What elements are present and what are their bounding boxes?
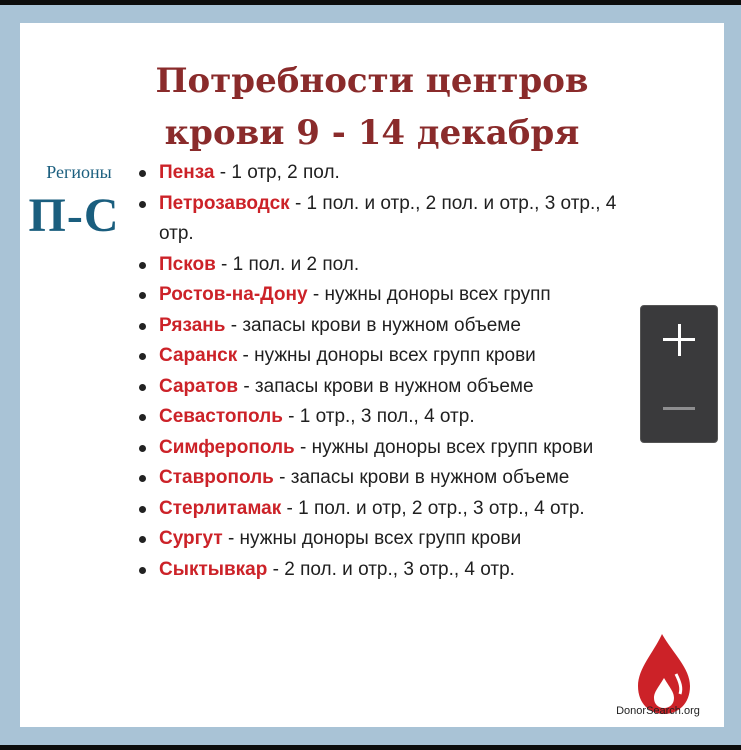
list-item (135, 524, 655, 555)
city-name: Сургут (159, 528, 223, 549)
city-name: Сыктывкар (159, 558, 268, 580)
title-line-2: крови 9 - 14 декабря (164, 113, 580, 153)
list-item (135, 463, 655, 494)
city-needs: - 1 отр, 2 пол. (214, 162, 340, 183)
city-needs: - 1 отр., 3 пол., 4 отр. (282, 406, 475, 427)
city-needs: - запасы крови в нужном объеме (225, 314, 521, 336)
city-needs: - нужны доноры всех групп (307, 284, 551, 305)
city-needs: - нужны доноры всех групп крови (237, 345, 536, 366)
city-name: Ставрополь (159, 467, 274, 488)
list-item (135, 555, 655, 586)
top-border (0, 0, 741, 5)
list-item (135, 372, 655, 403)
zoom-in-button[interactable] (641, 306, 717, 374)
list-item (135, 341, 655, 372)
city-name: Стерлитамак (159, 497, 282, 519)
zoom-control (640, 305, 718, 443)
city-name: Ростов-на-Дону (159, 284, 308, 305)
list-item (135, 402, 655, 433)
city-needs: - нужны доноры всех групп крови (222, 528, 522, 549)
city-name: Севастополь (159, 406, 283, 427)
regions-letter-range: П-С (28, 189, 120, 242)
city-name: Петрозаводск (159, 192, 290, 214)
city-needs: - 1 пол. и отр., 2 пол. и отр., 3 отр., 4 отр. (159, 192, 617, 244)
city-name: Саратов (159, 375, 239, 397)
regions-label: Регионы (46, 162, 112, 182)
zoom-out-button[interactable] (641, 374, 717, 442)
city-needs: - 1 пол. и 2 пол. (215, 253, 360, 275)
city-name: Пенза (159, 162, 215, 183)
list-item (135, 433, 655, 464)
city-needs: - 1 пол. и отр, 2 отр., 3 отр., 4 отр. (281, 497, 585, 519)
list-item (135, 494, 655, 525)
page-title (20, 55, 724, 159)
bottom-border (0, 745, 741, 750)
list-item (135, 311, 655, 342)
city-needs: - запасы крови в нужном объеме (273, 467, 570, 488)
city-needs: - нужны доноры всех групп крови (294, 436, 594, 458)
city-name: Псков (159, 253, 216, 275)
regions-list (135, 158, 655, 585)
minus-icon (663, 407, 695, 410)
city-needs: - 2 пол. и отр., 3 отр., 4 отр. (267, 558, 515, 580)
list-item (135, 189, 655, 250)
city-name: Рязань (159, 314, 226, 336)
city-name: Саранск (159, 345, 238, 366)
plus-icon (663, 324, 695, 356)
list-item (135, 280, 655, 311)
city-needs: - запасы крови в нужном объеме (238, 375, 534, 397)
list-item (135, 158, 655, 189)
title-line-1: Потребности центров (155, 61, 589, 101)
city-name: Симферополь (159, 436, 295, 458)
list-item (135, 250, 655, 281)
logo-text: DonorSearch.org (616, 705, 700, 717)
